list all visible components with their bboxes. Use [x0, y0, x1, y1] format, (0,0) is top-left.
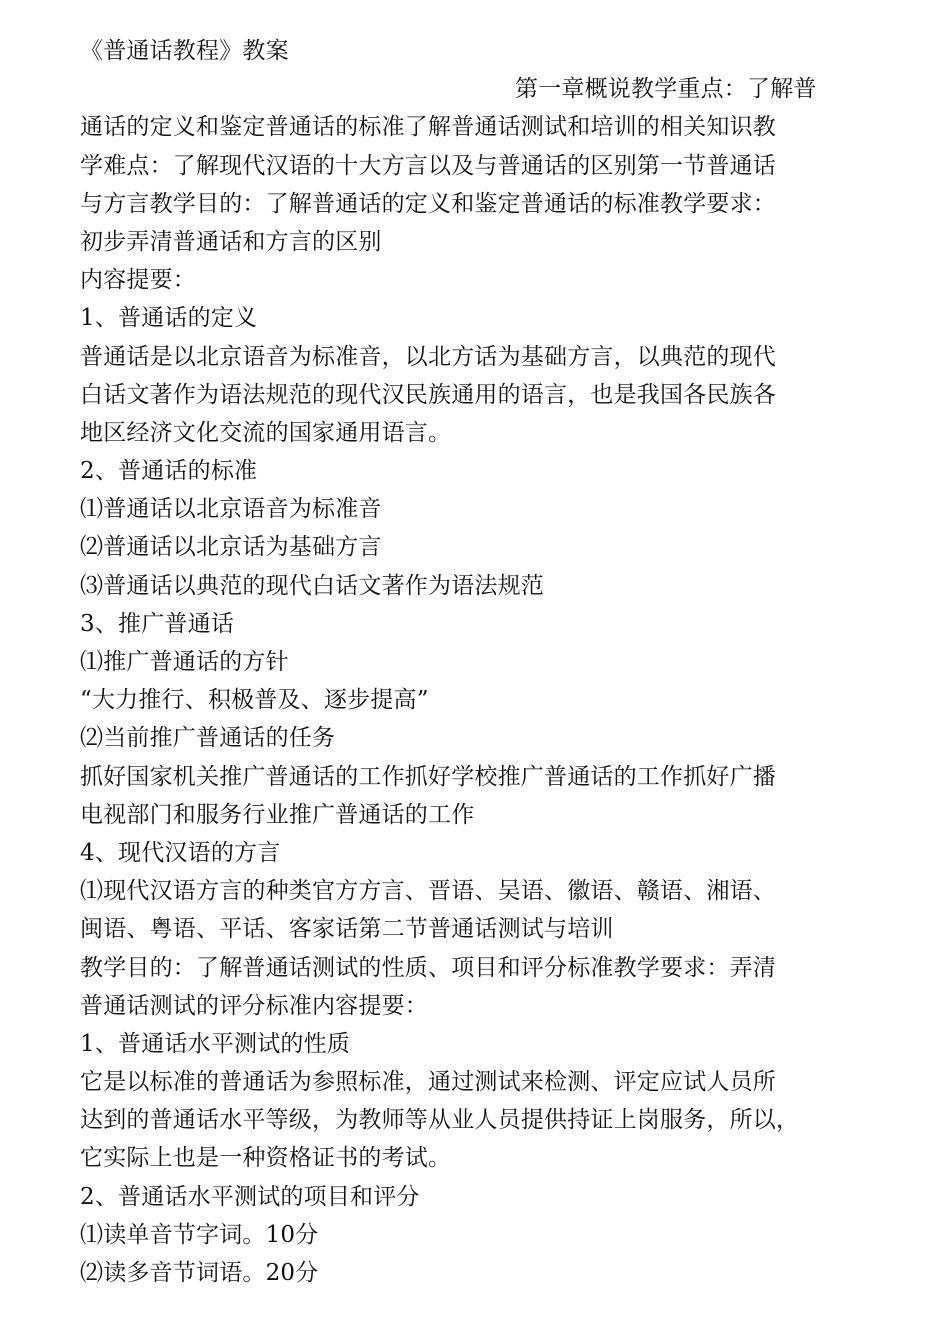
paragraph-line: 达到的普通话水平等级，为教师等从业人员提供持证上岗服务，所以，	[80, 1107, 800, 1134]
paragraph-line: 闽语、粤语、平话、客家话第二节普通话测试与培训	[80, 916, 614, 943]
paragraph-line: 通话的定义和鉴定普通话的标准了解普通话测试和培训的相关知识教	[80, 114, 776, 141]
quote-line: “大力推行、积极普及、逐步提高”	[80, 687, 429, 714]
list-item: ⑴读单音节字词。10分	[80, 1221, 319, 1248]
section-label: 内容提要：	[80, 267, 196, 294]
paragraph-line: 电视部门和服务行业推广普通话的工作	[80, 801, 475, 828]
paragraph-line: 它是以标准的普通话为参照标准，通过测试来检测、评定应试人员所	[80, 1069, 776, 1096]
list-item: ⑶普通话以典范的现代白话文著作为语法规范	[80, 572, 544, 599]
list-item: ⑵读多音节词语。20分	[80, 1260, 319, 1286]
list-item: ⑴普通话以北京语音为标准音	[80, 496, 382, 523]
section-heading: 2、普通话的标准	[80, 458, 258, 485]
paragraph-line: 初步弄清普通话和方言的区别	[80, 228, 382, 255]
paragraph-line: 与方言教学目的：了解普通话的定义和鉴定普通话的标准教学要求：	[80, 190, 776, 217]
paragraph-line: 它实际上也是一种资格证书的考试。	[80, 1145, 452, 1172]
list-item: ⑴现代汉语方言的种类官方方言、晋语、吴语、徽语、赣语、湘语、	[80, 878, 776, 905]
paragraph-line: 普通话是以北京语音为标准音，以北方话为基础方言，以典范的现代	[80, 343, 776, 370]
list-item: ⑵普通话以北京话为基础方言	[80, 534, 382, 561]
paragraph-line: 抓好国家机关推广普通话的工作抓好学校推广普通话的工作抓好广播	[80, 763, 776, 790]
list-item: ⑵当前推广普通话的任务	[80, 725, 336, 752]
document-title: 《普通话教程》教案	[80, 38, 289, 64]
section-heading: 2、普通话水平测试的项目和评分	[80, 1183, 420, 1210]
paragraph-line: 教学目的：了解普通话测试的性质、项目和评分标准教学要求：弄清	[80, 954, 776, 981]
paragraph-line: 普通话测试的评分标准内容提要：	[80, 992, 428, 1019]
paragraph-line: 白话文著作为语法规范的现代汉民族通用的语言，也是我国各民族各	[80, 381, 776, 408]
paragraph-line: 地区经济文化交流的国家通用语言。	[80, 419, 452, 446]
section-heading: 4、现代汉语的方言	[80, 839, 281, 866]
paragraph-line: 学难点：了解现代汉语的十大方言以及与普通话的区别第一节普通话	[80, 152, 776, 179]
document-page	[80, 32, 870, 1292]
chapter-heading: 第一章概说教学重点：了解普	[515, 76, 817, 103]
section-heading: 1、普通话水平测试的性质	[80, 1030, 351, 1057]
list-item: ⑴推广普通话的方针	[80, 649, 289, 675]
section-heading: 1、普通话的定义	[80, 305, 258, 332]
section-heading: 3、推广普通话	[80, 610, 235, 637]
